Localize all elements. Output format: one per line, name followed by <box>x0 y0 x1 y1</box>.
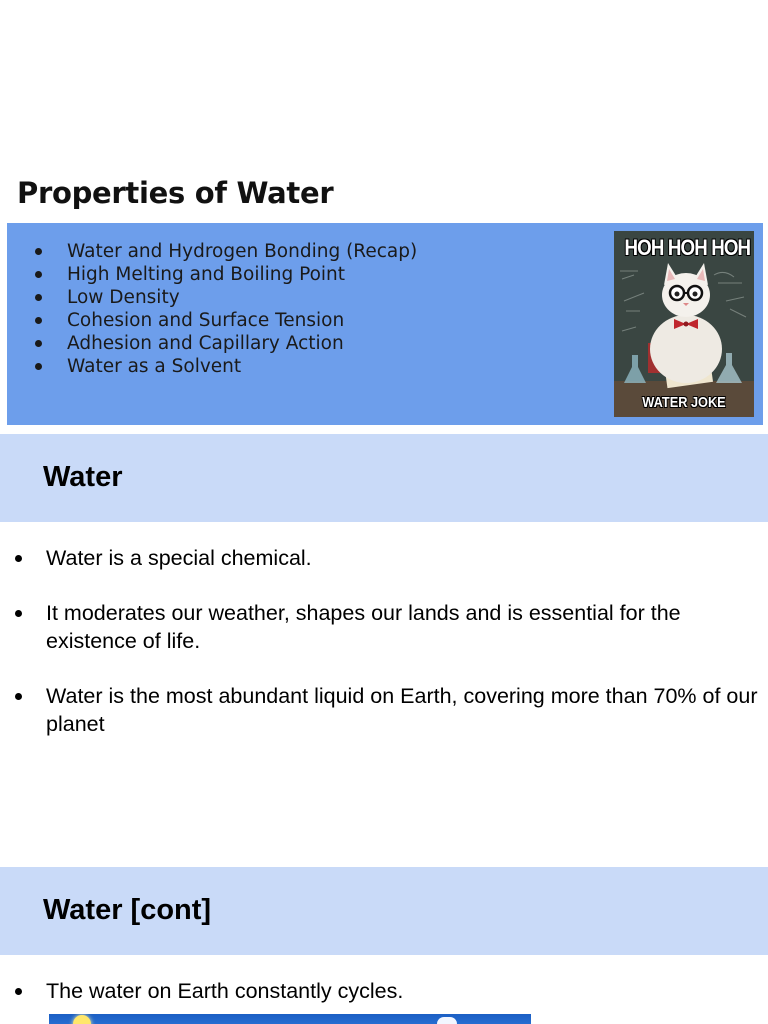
list-item <box>30 240 417 263</box>
list-item <box>30 263 417 286</box>
bullet-icon <box>15 988 22 995</box>
sun-icon <box>73 1015 91 1024</box>
meme-bottom-caption: WATER JOKE <box>642 394 726 411</box>
bullet-icon <box>15 555 22 562</box>
meme-top-caption: HOH HOH HOH <box>624 235 751 260</box>
bullet-icon <box>35 317 42 324</box>
list-item-text: Adhesion and Capillary Action <box>67 333 344 354</box>
chemistry-cat-meme <box>614 231 754 417</box>
cloud-icon <box>437 1017 457 1024</box>
bullet-icon <box>15 693 22 700</box>
list-item-text: It moderates our weather, shapes our lands and is essential for the existence of life. <box>46 601 681 653</box>
bullet-icon <box>35 294 42 301</box>
slide-header-band <box>0 434 768 522</box>
list-item <box>0 599 768 655</box>
bullet-icon <box>35 340 42 347</box>
list-item <box>0 977 768 1005</box>
bullet-icon <box>35 363 42 370</box>
water-cycle-list <box>0 977 768 1005</box>
list-item <box>30 309 417 332</box>
water-cycle-icon <box>49 1014 531 1024</box>
water-facts-list <box>0 544 768 738</box>
list-item-text: Water as a Solvent <box>67 356 242 377</box>
list-item <box>30 286 417 309</box>
topics-list <box>30 240 417 378</box>
list-item-text: Water is the most abundant liquid on Earth, covering more than 70% of our planet <box>46 684 758 736</box>
bullet-icon <box>15 610 22 617</box>
list-item <box>0 544 768 572</box>
bullet-icon <box>35 271 42 278</box>
list-item <box>0 682 768 738</box>
list-item-text: High Melting and Boiling Point <box>67 264 346 285</box>
list-item-text: Water is a special chemical. <box>46 546 312 570</box>
list-item <box>30 332 417 355</box>
list-item <box>30 355 417 378</box>
slide-header-band <box>0 867 768 955</box>
list-item-text: The water on Earth constantly cycles. <box>46 979 404 1003</box>
slide-title-water-cont: Water [cont] <box>43 894 212 926</box>
slide-title-properties: Properties of Water <box>17 176 334 210</box>
list-item-text: Low Density <box>67 287 180 308</box>
slide-title-water: Water <box>43 461 123 493</box>
list-item-text: Water and Hydrogen Bonding (Recap) <box>67 241 418 262</box>
bullet-icon <box>35 248 42 255</box>
list-item-text: Cohesion and Surface Tension <box>67 310 345 331</box>
